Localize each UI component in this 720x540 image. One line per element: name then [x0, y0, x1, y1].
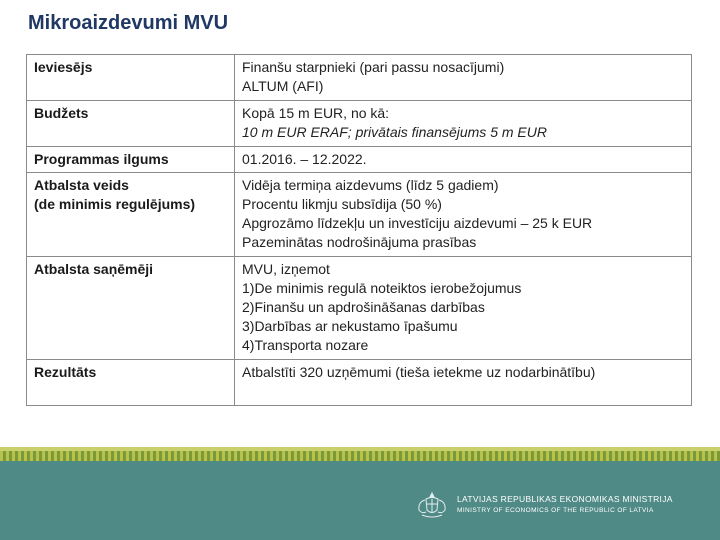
row-label: [27, 55, 235, 101]
value-line: 1)De minimis regulā noteiktos ierobežojumus: [242, 280, 522, 296]
value-line: MVU, izņemot: [242, 261, 330, 277]
row-label: [27, 101, 235, 147]
row-value: [235, 173, 692, 257]
value-line: 01.2016. – 12.2022.: [242, 151, 367, 167]
value-line: Pazeminātas nodrošinājuma prasības: [242, 234, 477, 250]
ministry-name-en: MINISTRY OF ECONOMICS OF THE REPUBLIC OF LATVIA: [457, 507, 654, 514]
label-line: Rezultāts: [34, 364, 97, 380]
table-row: [27, 257, 692, 360]
page-title: Mikroaizdevumi MVU: [28, 12, 229, 34]
table-row: [27, 147, 692, 173]
row-value: [235, 147, 692, 173]
row-value: [235, 55, 692, 101]
value-line: 2)Finanšu un apdrošināšanas darbības: [242, 299, 485, 315]
footer-stripes: [0, 447, 720, 461]
row-label: [27, 147, 235, 173]
label-line: Budžets: [34, 105, 89, 121]
row-value: [235, 257, 692, 360]
row-value: [235, 360, 692, 406]
row-label: [27, 257, 235, 360]
value-line: 3)Darbības ar nekustamo īpašumu: [242, 318, 458, 334]
table-row: [27, 360, 692, 406]
value-line: 4)Transporta nozare: [242, 337, 369, 353]
value-line: Atbalstīti 320 uzņēmumi (tieša ietekme uz nodarbinātību): [242, 364, 596, 380]
table-row: [27, 55, 692, 101]
ministry-name: [457, 494, 673, 514]
value-line-italic: 10 m EUR ERAF; privātais finansējums 5 m EUR: [242, 124, 547, 140]
row-label: [27, 173, 235, 257]
table-row: [27, 173, 692, 257]
value-line: Apgrozāmo līdzekļu un investīciju aizdevumi – 25 k EUR: [242, 215, 593, 231]
value-line: ALTUM (AFI): [242, 78, 324, 94]
value-line: Kopā 15 m EUR, no kā:: [242, 105, 390, 121]
coat-of-arms-icon: [414, 490, 450, 520]
label-line: Atbalsta saņēmēji: [34, 261, 154, 277]
value-line: Vidēja termiņa aizdevums (līdz 5 gadiem): [242, 177, 499, 193]
label-line: Ieviesējs: [34, 59, 93, 75]
label-line: Programmas ilgums: [34, 151, 169, 167]
row-label: [27, 360, 235, 406]
table-row: [27, 101, 692, 147]
label-line: (de minimis regulējums): [34, 196, 196, 212]
label-line: Atbalsta veids: [34, 177, 129, 193]
value-line: Procentu likmju subsīdija (50 %): [242, 196, 442, 212]
row-value: [235, 101, 692, 147]
value-line: Finanšu starpnieki (pari passu nosacījumi): [242, 59, 505, 75]
ministry-name-lv: LATVIJAS REPUBLIKAS EKONOMIKAS MINISTRIJA: [457, 494, 673, 504]
info-table: [26, 54, 692, 406]
